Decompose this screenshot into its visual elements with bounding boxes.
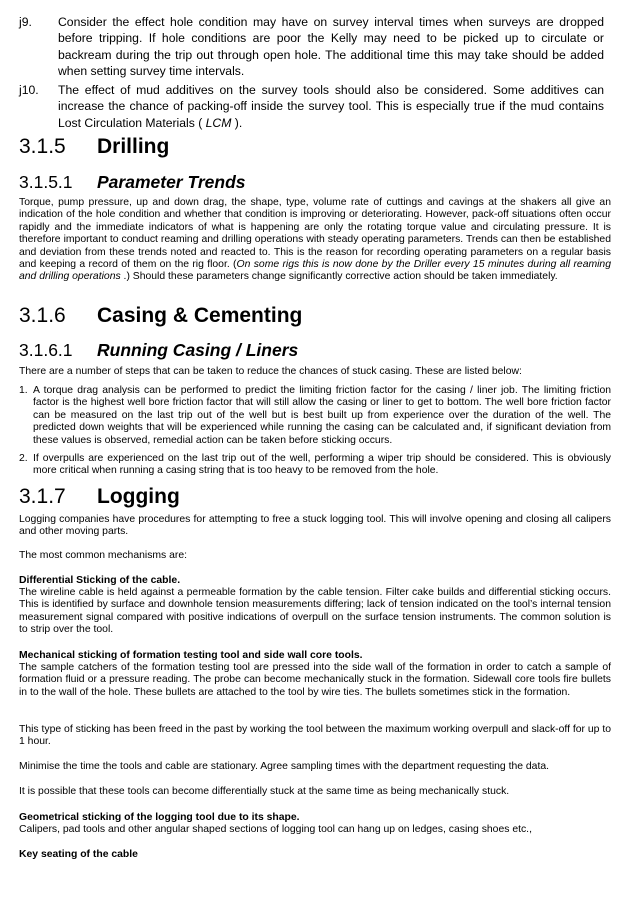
section-heading-casing-cementing	[19, 304, 302, 328]
differential-sticking-heading: Differential Sticking of the cable.	[19, 575, 181, 586]
section-number: 3.1.7	[19, 485, 66, 508]
running-casing-intro: There are a number of steps that can be taken to reduce the chances of stuck casing. These are listed below:	[19, 366, 522, 377]
logging-paragraph-2: The most common mechanisms are:	[19, 550, 188, 561]
parameter-trends-paragraph: Torque, pump pressure, up and down drag, the shape, type, volume rate of cuttings and cavings at the shakers all give an indication of the hole condition and whether that condition is improving or deteriorating. However, pack-off situations often occur rapidly and the immediate indicators of what is happening are only the rotating torque value and circulating pressure. It is therefore important to conduct reaming and drilling operations with steady operating parameters. Trends can then be established and deviation from these trends noted and reacted to. This is the reason for recording operating parameters on a regular basis and keeping a record of them on the rig floor. (On some rigs this is now done by the Driller every 15 minutes during all reaming and drilling operations .) Should these parameters change significantly corrective action should be taken immediately.	[19, 197, 611, 283]
section-title: Casing & Cementing	[97, 304, 303, 327]
mechanical-sticking-heading: Mechanical sticking of formation testing tool and side wall core tools.	[19, 650, 363, 661]
lcm-abbreviation: LCM	[205, 115, 232, 130]
section-number: 3.1.6	[19, 304, 66, 327]
list-item-j9	[19, 14, 604, 79]
mechanical-sticking-paragraph-3: Minimise the time the tools and cable are stationary. Agree sampling times with the department requesting the data.	[19, 761, 550, 772]
geometrical-sticking-body: Calipers, pad tools and other angular shaped sections of logging tool can hang up on ledges, casing shoes etc.,	[19, 824, 532, 835]
subsection-title: Parameter Trends	[97, 172, 246, 192]
list-item-text: The effect of mud additives on the survey tools should also be considered. Some additives can increase the chance of packing-off inside the survey tool. This is especially true if the mud contains Lost Circulation Materials ( LCM ).	[58, 83, 604, 130]
subsection-number: 3.1.6.1	[19, 340, 73, 360]
section-heading-logging	[19, 485, 180, 509]
differential-sticking-body: The wireline cable is held against a permeable formation by the cable tension. Filter cake builds and differential sticking occurs. This is identified by surface and downhole tension measurements differing; lack of tension indicated on the tool’s internal tension measurement signal compared with positive indications of overpull on the surface tension instruments. The common solution is to strip over the tool.	[19, 587, 611, 636]
item-text: If overpulls are experienced on the last trip out of the well, performing a wiper trip should be considered. This is obviously more critical when running a casing string that is too heavy to be removed from the hole.	[33, 453, 611, 477]
mechanical-sticking-paragraph-2: This type of sticking has been freed in the past by working the tool between the maximum working overpull and slack-off for up to 1 hour.	[19, 724, 611, 748]
geometrical-sticking-heading: Geometrical sticking of the logging tool due to its shape.	[19, 812, 300, 823]
section-heading-drilling	[19, 135, 169, 159]
key-seating-heading: Key seating of the cable	[19, 849, 138, 860]
item-number: 1.	[19, 385, 28, 396]
subsection-title: Running Casing / Liners	[97, 340, 299, 360]
subsection-number: 3.1.5.1	[19, 172, 73, 192]
numbered-item-1	[19, 385, 611, 447]
subsection-heading-parameter-trends	[19, 172, 246, 193]
list-item-label: j10.	[19, 83, 39, 97]
section-title: Drilling	[97, 135, 170, 158]
item-text: A torque drag analysis can be performed to predict the limiting friction factor for the casing / liner job. The limiting friction factor is the highest well bore friction factor that will still allow the casing or liner to get to bottom. The well bore friction factor can be measured on the last trip out of the well but is best built up from experience over the duration of the well. The predicted down weights that will be experienced while running the casing can be calculated and, if significant deviation from these values is observed, remedial action can be taken before sticking occurs.	[33, 385, 611, 446]
list-item-text: Consider the effect hole condition may have on survey interval times when surveys are dropped before tripping. If hole conditions are poor the Kelly may need to be picked up to circulate or backream during the trip out through open hole. The additional time this may take should be added when setting survey time intervals.	[58, 15, 604, 78]
item-number: 2.	[19, 453, 28, 464]
list-item-j10	[19, 82, 604, 131]
logging-paragraph-1: Logging companies have procedures for attempting to free a stuck logging tool. This will involve opening and closing all calipers and other moving parts.	[19, 514, 611, 538]
subsection-heading-running-casing	[19, 340, 298, 361]
numbered-item-2	[19, 453, 611, 478]
section-number: 3.1.5	[19, 135, 66, 158]
list-item-label: j9.	[19, 15, 32, 29]
mechanical-sticking-body: The sample catchers of the formation testing tool are pressed into the side wall of the formation in order to catch a sample of formation fluid or a pressure reading. The probe can become mechanically stuck in the formation. Sidewall core tools fire bullets in to the wall of the hole. These bullets are attached to the tool by wire ties. The bullets sometimes stick in the formation.	[19, 662, 611, 698]
mechanical-sticking-paragraph-4: It is possible that these tools can become differentially stuck at the same time as being mechanically stuck.	[19, 786, 510, 797]
section-title: Logging	[97, 485, 180, 508]
